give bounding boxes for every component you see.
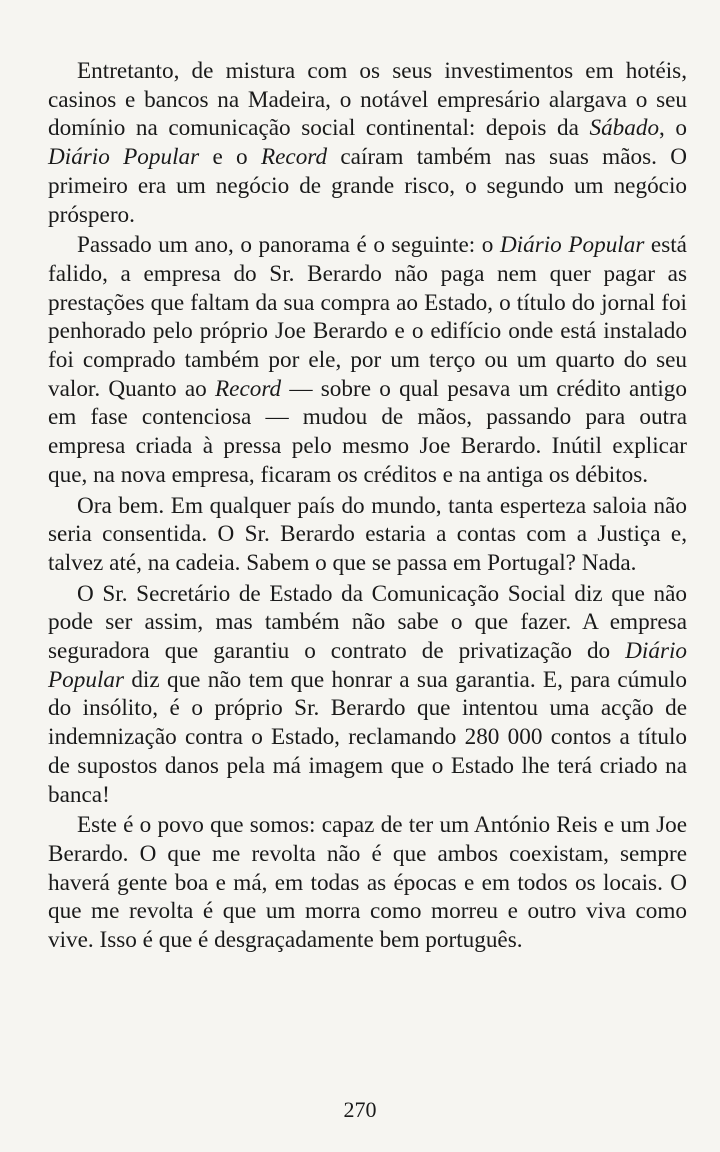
italic-title: Diário Popular <box>48 144 200 171</box>
paragraph-3 <box>48 492 687 578</box>
italic-title: Record <box>215 375 282 402</box>
text-run: Passado um ano, o panorama é o seguinte: o <box>77 232 500 259</box>
italic-title: Diário Popular <box>48 638 687 693</box>
italic-title: Record <box>260 144 328 171</box>
italic-title: Diário Popular <box>499 232 645 259</box>
text-run: , o <box>659 115 688 142</box>
text-run: — sobre o qual pesava um crédito antigo em fase contenciosa — mudou de mãos, passando para outra empresa criada à pressa pelo mesmo Joe Berardo. Inútil explicar que, na nova empresa, ficaram os créditos e na antiga os débitos. <box>48 375 687 488</box>
paragraph-2 <box>48 231 687 489</box>
body-text <box>48 57 687 955</box>
page-number: 270 <box>343 1097 377 1122</box>
text-run: diz que não tem que honrar a sua garantia. E, para cúmulo do insólito, é o próprio Sr. Berardo que intentou uma acção de indemnização contra o Estado, reclamando 280 000 contos a título de supostos danos pela má imagem que o Estado lhe terá criado na banca! <box>48 666 687 808</box>
paragraph-1 <box>48 57 687 229</box>
text-run: caíram também nas suas mãos. O primeiro era um negócio de grande risco, o segundo um negócio próspero. <box>48 144 687 228</box>
text-run: Entretanto, de mistura com os seus investimentos em hotéis, casinos e bancos na Madeira, o notável empresário alargava o seu domínio na comunicação social continental: depois da <box>48 58 687 142</box>
text-run: Ora bem. Em qualquer país do mundo, tanta esperteza saloia não seria consentida. O Sr. Berardo estaria a contas com a Justiça e, talvez até, na cadeia. Sabem o que se passa em Portugal? Nada. <box>48 492 687 576</box>
text-run: está falido, a empresa do Sr. Berardo não paga nem quer pagar as prestações que faltam da sua compra ao Estado, o título do jornal foi penhorado pelo próprio Joe Berardo e o edifício onde está instalado foi comprado também por ele, por um terço ou um quarto do seu valor. Quanto ao <box>48 232 687 402</box>
italic-title: Sábado <box>589 115 660 142</box>
text-run: Este é o povo que somos: capaz de ter um António Reis e um Joe Berardo. O que me revolta não é que ambos coexistam, sempre haverá gente boa e má, em todas as épocas e em todos os locais. O que me revolta é que um morra como morreu e outro viva como vive. Isso é que é desgraçadamente bem português. <box>48 812 687 954</box>
text-run: e o <box>199 144 261 171</box>
paragraph-5 <box>48 811 687 955</box>
paragraph-4 <box>48 580 687 810</box>
text-run: O Sr. Secretário de Estado da Comunicação Social diz que não pode ser assim, mas também não sabe o que fazer. A empresa seguradora que garantiu o contrato de privatização do <box>48 580 687 665</box>
